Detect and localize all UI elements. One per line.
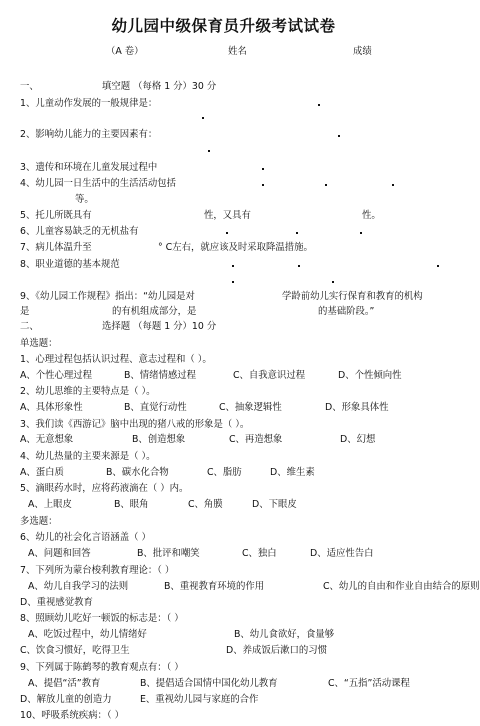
option-d: D、个性倾向性 [338,370,402,381]
fill-q9-part3: 是 [20,306,30,317]
option-d: D、重视感觉教育 [20,597,93,608]
blank-mark [325,184,327,186]
blank-mark [226,232,228,234]
blank-mark [296,232,298,234]
paper-version: （A 卷） [106,46,144,57]
blank-mark [232,265,234,267]
blank-mark [360,232,362,234]
question-5: 5、滴眼药水时，应将药液滴在（ ）内。 [20,483,189,494]
option-e: E、重视幼儿园与家庭的合作 [140,694,259,705]
option-c: C、“五指”活动课程 [328,678,410,689]
fill-q6: 6、儿童容易缺乏的无机盐有 [20,226,139,237]
option-b: B、提倡适合国情中国化幼儿教育 [140,678,278,689]
option-c: C、抽象逻辑性 [219,402,282,413]
option-a: A、具体形象性 [20,402,83,413]
fill-q9-part2: 学龄前幼儿实行保育和教育的机构 [282,291,423,302]
question-10: 10、呼吸系统疾病：（ ） [20,710,124,721]
multi-choice-label: 多选题： [20,516,58,527]
option-d: D、解放儿童的创造力 [20,694,112,705]
option-a: A、吃饭过程中，幼儿情绪好 [28,629,147,640]
option-d: D、适应性告白 [310,548,374,559]
option-b: B、批评和嘲笑 [137,548,200,559]
option-d: D、维生素 [270,467,315,478]
blank-mark [262,184,264,186]
fill-q5-part3: 性。 [362,210,381,221]
section-title: 填空题 （每格 1 分）30 分 [102,81,217,92]
option-d: D、养成饭后漱口的习惯 [226,645,327,656]
blank-mark [392,184,394,186]
question-1: 1、心理过程包括认识过程、意志过程和（ ）。 [20,354,212,365]
blank-mark [332,281,334,283]
option-d: D、形象具体性 [325,402,389,413]
option-b: B、创造想象 [132,434,186,445]
option-a: A、提倡“活”教育 [28,678,101,689]
question-9: 9、下列属于陈鹤琴的教育观点有：（ ） [20,662,184,673]
question-8: 8、照顾幼儿吃好一顿饭的标志是：（ ） [20,613,184,624]
fill-q3: 3、遗传和环境在儿童发展过程中 [20,162,158,173]
fill-q9-part5: 的基础阶段。” [318,306,375,317]
fill-q7-part2: ° C左右，就应该及时采取降温措施。 [158,242,313,253]
option-b: B、眼角 [114,499,149,510]
question-7: 7、下列所为蒙台梭利教育理论：（ ） [20,565,175,576]
option-b: B、重视教育环境的作用 [164,581,265,592]
blank-mark [338,135,340,137]
option-d: D、下眼皮 [252,499,297,510]
blank-mark [298,265,300,267]
option-b: B、直觉行动性 [124,402,187,413]
fill-q4: 4、幼儿园一日生活中的生活活动包括 [20,178,176,189]
section-title: 选择题 （每题 1 分）10 分 [102,321,217,332]
single-choice-label: 单选题： [20,338,58,349]
question-3: 3、我们读《西游记》脑中出现的猪八戒的形象是（ ）。 [20,419,250,430]
question-2: 2、幼儿思维的主要特点是（ ）。 [20,386,156,397]
fill-q7-part1: 7、病儿体温升至 [20,242,92,253]
section-number: 二、 [20,321,39,332]
blank-mark [262,168,264,170]
option-c: C、自我意识过程 [233,370,306,381]
fill-q2: 2、影响幼儿能力的主要因素有： [20,129,158,140]
fill-q5-part2: 性，又具有 [204,210,251,221]
fill-q5-part1: 5、托儿所既具有 [20,210,92,221]
option-b: B、碳水化合物 [106,467,169,478]
option-c: C、独白 [242,548,277,559]
option-c: C、再造想象 [229,434,283,445]
question-6: 6、幼儿的社会化言语涵盖（ ） [20,532,151,543]
option-a: A、无意想象 [20,434,74,445]
option-c: C、饮食习惯好，吃得卫生 [20,645,130,656]
name-label: 姓名 [228,46,247,57]
fill-q4-end: 等。 [75,194,94,205]
option-b: B、幼儿食欲好，食量够 [234,629,335,640]
option-c: C、脂肪 [207,467,242,478]
blank-mark [232,281,234,283]
option-d: D、幻想 [340,434,376,445]
score-label: 成绩 [353,46,372,57]
option-a: A、上眼皮 [28,499,72,510]
blank-mark [318,104,320,106]
fill-q1: 1、儿童动作发展的一般规律是： [20,98,158,109]
fill-q9-part1: 9、《幼儿园工作规程》指出：“幼儿园是对 [20,291,195,302]
blank-mark [437,265,439,267]
option-c: C、角膜 [188,499,223,510]
section-number: 一、 [20,81,39,92]
paper-title: 幼儿园中级保育员升级考试试卷 [111,16,336,35]
option-b: B、情绪情感过程 [124,370,197,381]
option-c: C、幼儿的自由和作业自由结合的原则 [323,581,480,592]
option-a: A、个性心理过程 [20,370,93,381]
question-4: 4、幼儿热量的主要来源是（ ）。 [20,451,156,462]
option-a: A、幼儿自我学习的法则 [28,581,129,592]
option-a: A、问题和回答 [28,548,91,559]
option-a: A、蛋白质 [20,467,64,478]
blank-mark [208,150,210,152]
blank-mark [202,117,204,119]
fill-q8: 8、职业道德的基本规范 [20,259,120,270]
fill-q9-part4: 的有机组成部分，是 [112,306,197,317]
